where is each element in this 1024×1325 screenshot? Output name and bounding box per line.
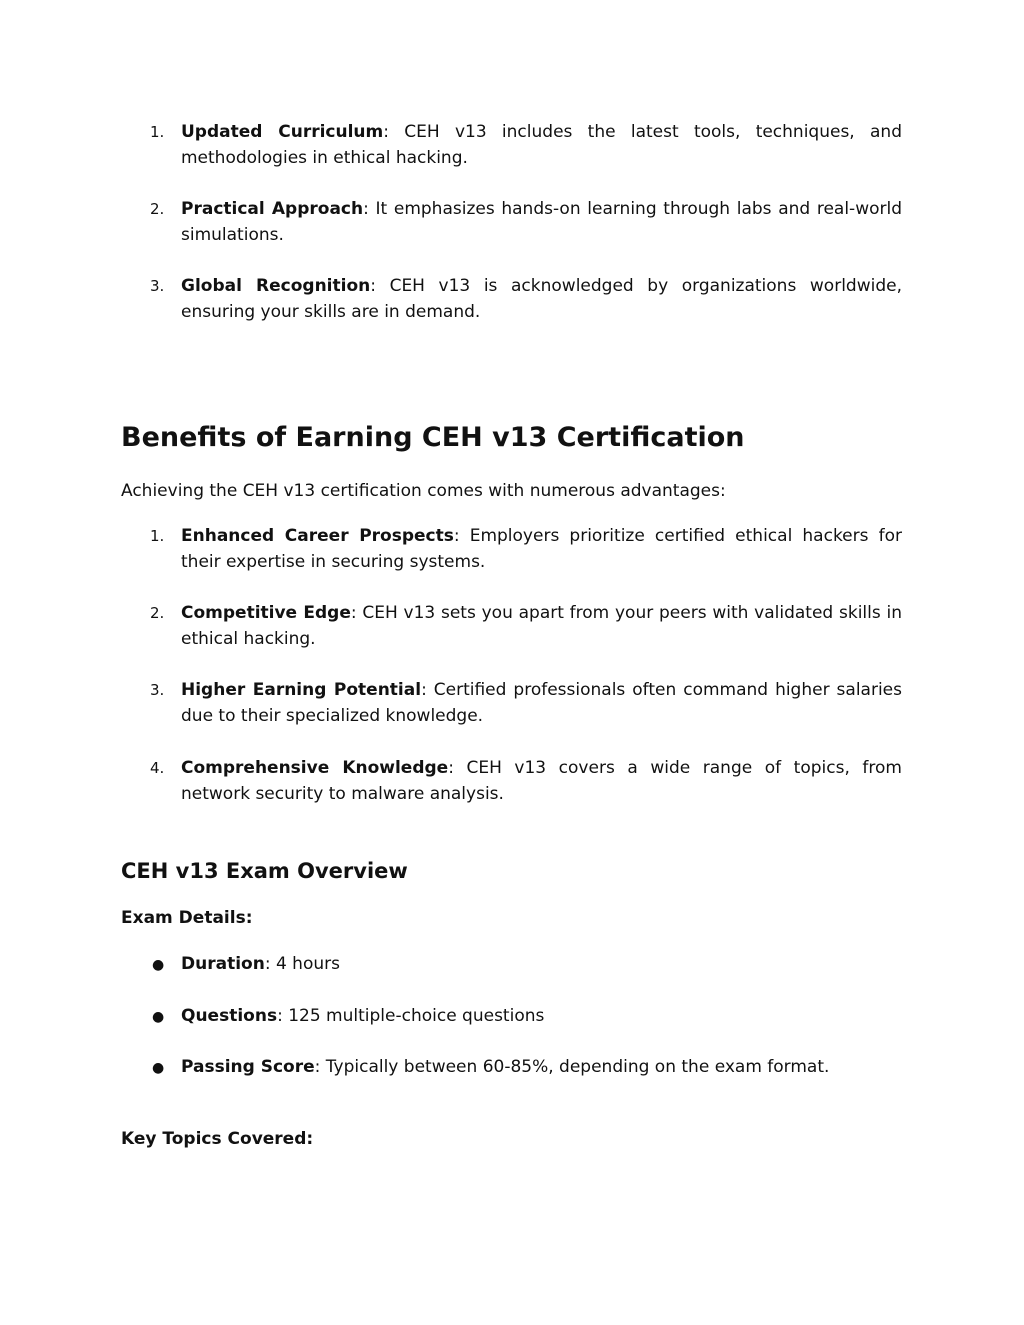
item-text: : Typically between 60-85%, depending on the exam format. (314, 1057, 830, 1077)
item-term: Comprehensive Knowledge (181, 758, 449, 778)
list-marker: 2. (150, 200, 165, 218)
list-marker: 1. (150, 123, 165, 141)
item-term: Passing Score (181, 1057, 315, 1077)
list-item (181, 1054, 902, 1080)
bullet-marker: ● (152, 1009, 165, 1025)
item-text: : Employers prioritize certified ethical hackers for their expertise in securing systems. (181, 526, 902, 572)
item-text: : CEH v13 covers a wide range of topics, from network security to malware analysis. (181, 758, 902, 804)
benefits-heading: Benefits of Earning CEH v13 Certification (121, 422, 745, 453)
list-item (181, 677, 902, 729)
item-term: Questions (181, 1006, 278, 1026)
item-term: Global Recognition (181, 276, 371, 296)
list-marker: 3. (150, 277, 165, 295)
list-marker: 2. (150, 604, 165, 622)
bullet-marker: ● (152, 957, 165, 973)
list-item (181, 600, 902, 652)
item-text: : CEH v13 includes the latest tools, techniques, and methodologies in ethical hacking. (181, 122, 902, 168)
benefits-intro: Achieving the CEH v13 certification comes with numerous advantages: (121, 481, 726, 501)
exam-heading: CEH v13 Exam Overview (121, 859, 408, 883)
list-item (181, 523, 902, 575)
bullet-marker: ● (152, 1060, 165, 1076)
list-item (181, 119, 902, 171)
item-text: : Certified professionals often command higher salaries due to their specialized knowledge. (181, 680, 902, 726)
list-marker: 3. (150, 681, 165, 699)
list-marker: 1. (150, 527, 165, 545)
item-term: Updated Curriculum (181, 122, 384, 142)
list-item (181, 273, 902, 325)
list-item (181, 1003, 902, 1029)
list-item (181, 951, 902, 977)
item-term: Enhanced Career Prospects (181, 526, 454, 546)
list-marker: 4. (150, 759, 165, 777)
item-term: Duration (181, 954, 265, 974)
item-text: : 4 hours (264, 954, 340, 974)
item-text: : It emphasizes hands-on learning through labs and real-world simulations. (181, 199, 902, 245)
item-term: Competitive Edge (181, 603, 351, 623)
item-term: Higher Earning Potential (181, 680, 422, 700)
exam-details-heading: Exam Details: (121, 908, 253, 928)
item-text: : CEH v13 is acknowledged by organizations worldwide, ensuring your skills are in demand. (181, 276, 902, 322)
list-item (181, 755, 902, 807)
list-item (181, 196, 902, 248)
item-term: Practical Approach (181, 199, 364, 219)
item-text: : CEH v13 sets you apart from your peers with validated skills in ethical hacking. (181, 603, 902, 649)
key-topics-heading: Key Topics Covered: (121, 1129, 314, 1149)
item-text: : 125 multiple-choice questions (277, 1006, 545, 1026)
